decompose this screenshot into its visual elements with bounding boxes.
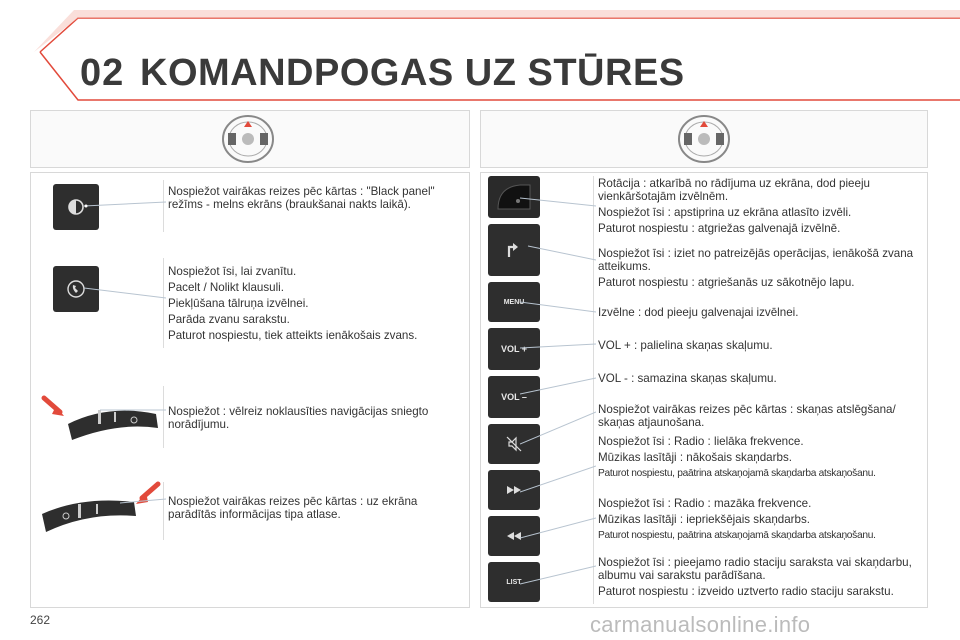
page-title: KOMANDPOGAS UZ STŪRES <box>140 52 685 94</box>
left-item-4-text: Nospiežot vairākas reizes pēc kārtas : uz ekrāna parādītās informācijas tipa atlase. <box>168 495 418 521</box>
steering-wheel-icon <box>220 113 276 165</box>
phone-icon <box>66 279 86 299</box>
left-item-2-text: Nospiežot īsi, lai zvanītu. Pacelt / Nolikt klausuli. Piekļūšana tālruņa izvēlnei. Parāda zvanu sarakstu. Paturot nospiestu, tiek atteikts ienākošais zvans. <box>168 265 418 342</box>
right-item-5-text: VOL - : samazina skaņas skaļumu. <box>598 372 777 385</box>
half-circle-icon <box>67 198 85 216</box>
watermark: carmanualsonline.info <box>590 612 811 637</box>
page-number: 262 <box>30 613 51 627</box>
list-button[interactable]: LIST <box>488 562 540 602</box>
lever-icon[interactable] <box>38 388 164 450</box>
right-item-6-text: Nospiežot vairākas reizes pēc kārtas : skaņas atslēgšana/ skaņas atjaunošana. <box>598 403 896 429</box>
vol-up-button[interactable]: VOL + <box>488 328 540 370</box>
menu-button[interactable]: MENU <box>488 282 540 322</box>
connector-line <box>84 286 166 300</box>
left-item-1-text: Nospiežot vairākas reizes pēc kārtas : "Black panel" režīms - melns ekrāns (braukšanai nakts laikā). <box>168 185 435 211</box>
connector-line <box>84 196 166 208</box>
connector-line <box>100 408 166 412</box>
right-item-9-text: Nospiežot īsi : pieejamo radio staciju saraksta vai skaņdarbu, albumu vai sarakstu parādīšana. Paturot nospiestu : izveido uztverto radio staciju sarakstu. <box>598 556 912 598</box>
vol-down-button[interactable]: VOL – <box>488 376 540 418</box>
left-item-3-text: Nospiežot : vēlreiz noklausīties navigācijas sniegto norādījumu. <box>168 405 429 431</box>
right-item-3-text: Izvēlne : dod pieeju galvenajai izvēlnei. <box>598 306 799 319</box>
connector-line <box>120 498 166 504</box>
right-item-4-text: VOL + : palielina skaņas skaļumu. <box>598 339 773 352</box>
right-item-8-text: Nospiežot īsi : Radio : mazāka frekvence. Mūzikas lasītāji : iepriekšējais skaņdarbs. Paturot nospiestu, paātrina atskaņojamā skaņdarba atskaņošanu. <box>598 497 876 541</box>
right-item-2-text: Nospiežot īsi : iziet no patreizējās operācijas, ienākošā zvana atteikums. Paturot nospiestu : atgriešanās uz sākotnējo lapu. <box>598 247 914 289</box>
lever-icon[interactable] <box>38 478 164 540</box>
right-item-7-text: Nospiežot īsi : Radio : lielāka frekvence. Mūzikas lasītāji : nākošais skaņdarbs. Paturot nospiestu, paātrina atskaņojamā skaņdarba atskaņošanu. <box>598 435 876 479</box>
steering-wheel-icon <box>676 113 732 165</box>
connector-lines <box>520 176 596 606</box>
right-item-1-text: Rotācija : atkarībā no rādījuma uz ekrāna, dod pieeju vienkāršotajām izvēlnēm. Nospiežot īsi : apstiprina uz ekrāna atlasīto izvēli. Paturot nospiestu : atgriežas galvenajā izvēlnē. <box>598 177 870 235</box>
chapter-number: 02 <box>80 52 125 94</box>
